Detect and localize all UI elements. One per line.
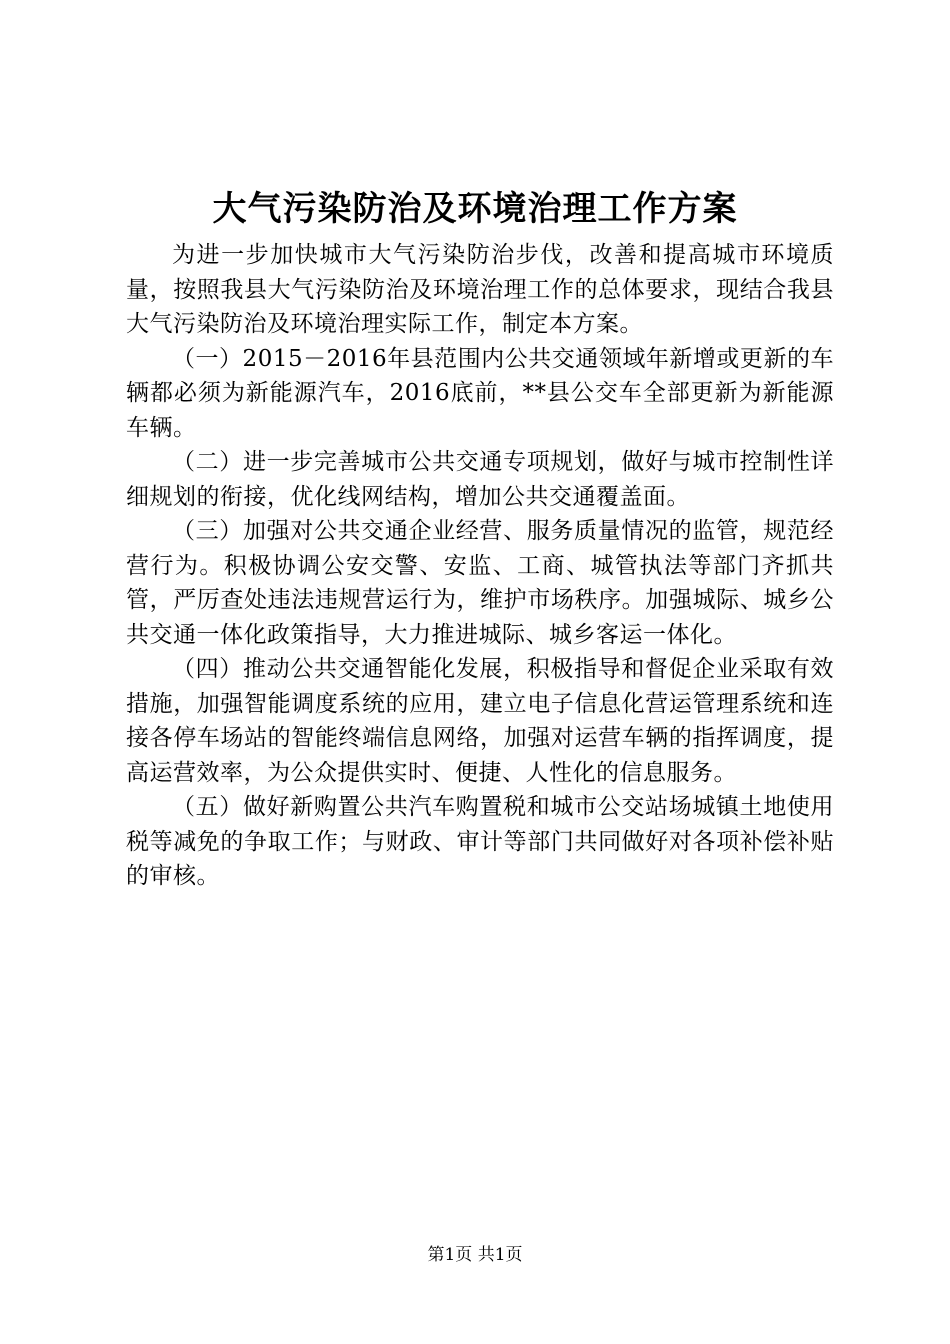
paragraph-intro: 为进一步加快城市大气污染防治步伐，改善和提高城市环境质量，按照我县大气污染防治及环境治理工作的总体要求，现结合我县大气污染防治及环境治理实际工作，制定本方案。 [126,242,834,337]
document-title: 大气污染防治及环境治理工作方案 [212,189,738,229]
paragraph-item-3: （三）加强对公共交通企业经营、服务质量情况的监管，规范经营行为。积极协调公安交警、安监、工商、城管执法等部门齐抓共管，严厉查处违法违规营运行为，维护市场秩序。加强城际、城乡公共交通一体化政策指导，大力推进城际、城乡客运一体化。 [126,518,834,648]
paragraph-item-4: （四）推动公共交通智能化发展，积极指导和督促企业采取有效措施，加强智能调度系统的应用，建立电子信息化营运管理系统和连接各停车场站的智能终端信息网络，加强对运营车辆的指挥调度，提高运营效率，为公众提供实时、便捷、人性化的信息服务。 [126,656,834,786]
paragraph-item-2: （二）进一步完善城市公共交通专项规划，做好与城市控制性详细规划的衔接，优化线网结构，增加公共交通覆盖面。 [126,449,834,510]
paragraph-item-5: （五）做好新购置公共汽车购置税和城市公交站场城镇土地使用税等减免的争取工作；与财政、审计等部门共同做好对各项补偿补贴的审核。 [126,794,834,889]
page-number-footer: 第1页 共1页 [427,1245,523,1265]
paragraph-item-1: （一）2015－2016年县范围内公共交通领域年新增或更新的车辆都必须为新能源汽车，2016底前，**县公交车全部更新为新能源车辆。 [126,345,834,441]
document-body [126,238,834,894]
